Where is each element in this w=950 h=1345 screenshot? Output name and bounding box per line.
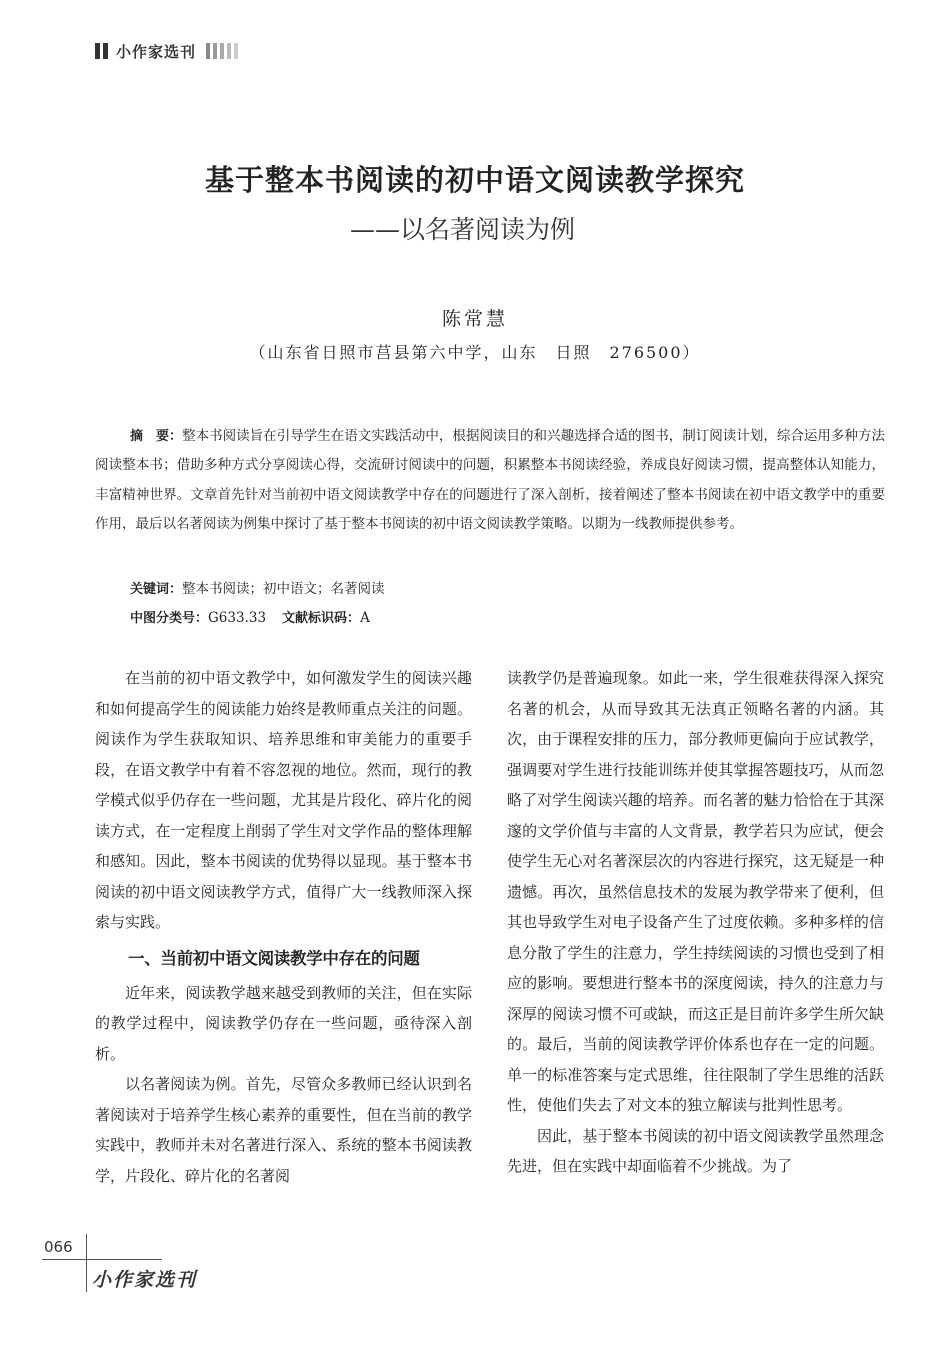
section-1-paragraph-1: 近年来，阅读教学越来越受到教师的关注，但在实际的教学过程中，阅读教学仍存在一些问题，亟待深入剖析。 <box>95 983 472 1063</box>
journal-logo: 小作家选刊 <box>92 1269 198 1291</box>
section-1-heading: 一、当前初中语文阅读教学中存在的问题 <box>128 948 420 968</box>
body-column-left <box>95 663 472 1191</box>
journal-name: 小作家选刊 <box>116 42 197 61</box>
keywords-label: 关键词： <box>130 582 183 597</box>
header-bars-icon <box>95 43 108 59</box>
clc-value: G633.33 <box>208 610 267 626</box>
section-1-paragraph-2: 以名著阅读为例。首先，尽管众多教师已经认识到名著阅读对于培养学生核心素养的重要性，但在当前的教学实践中，教师并未对名著进行深入、系统的整本书阅读教学，片段化、碎片化的名著阅 <box>95 1075 472 1185</box>
author-affiliation: （山东省日照市莒县第六中学，山东 日照 276500） <box>249 343 701 362</box>
footer-divider <box>86 1234 87 1292</box>
body-column-right <box>507 663 884 1182</box>
abstract <box>95 422 885 539</box>
header-fade-bars-icon <box>206 43 238 59</box>
footer-rule <box>42 1259 162 1260</box>
section-1-paragraph-3: 因此，基于整本书阅读的初中语文阅读教学虽然理念先进，但在实践中却面临着不少挑战。为了 <box>507 1126 884 1175</box>
doc-code-value: A <box>360 610 370 626</box>
abstract-label: 摘 要： <box>130 429 183 444</box>
running-header <box>95 40 238 62</box>
classification <box>130 607 370 626</box>
keywords <box>130 577 385 597</box>
article-subtitle: ——以名著阅读为例 <box>350 215 576 244</box>
clc-label: 中图分类号： <box>130 611 209 626</box>
section-1-paragraph-2-continued: 读教学仍是普遍现象。如此一来，学生很难获得深入探究名著的机会，从而导致其无法真正领略名著的内涵。其次，由于课程安排的压力，部分教师更偏向于应试教学，强调要对学生进行技能训练并使其掌握答题技巧，从而忽略了对学生阅读兴趣的培养。而名著的魅力恰恰在于其深邃的文学价值与丰富的人文背景，教学若只为应试，便会使学生无心对名著深层次的内容进行探究，这无疑是一种遗憾。再次，虽然信息技术的发展为教学带来了便利，但其也导致学生对电子设备产生了过度依赖。多种多样的信息分散了学生的注意力，学生持续阅读的习惯也受到了相应的影响。要想进行整本书的深度阅读，持久的注意力与深厚的阅读习惯不可或缺，而这正是目前许多学生所欠缺的。最后，当前的阅读教学评价体系也存在一定的问题。单一的标准答案与定式思维，往往限制了学生思维的活跃性，使他们失去了对文本的独立解读与批判性思考。 <box>507 669 884 1114</box>
article-title: 基于整本书阅读的初中语文阅读教学探究 <box>204 163 745 197</box>
page-number: 066 <box>44 1238 73 1256</box>
intro-paragraph: 在当前的初中语文教学中，如何激发学生的阅读兴趣和如何提高学生的阅读能力始终是教师重点关注的问题。阅读作为学生获取知识、培养思维和审美能力的重要手段，在语文教学中有着不容忽视的地位。然而，现行的教学模式似乎仍存在一些问题，尤其是片段化、碎片化的阅读方式，在一定程度上削弱了学生对文学作品的整体理解和感知。因此，整本书阅读的优势得以显现。基于整本书阅读的初中语文阅读教学方式，值得广大一线教师深入探索与实践。 <box>95 669 472 931</box>
doc-code-label: 文献标识码： <box>282 611 361 626</box>
abstract-text: 整本书阅读旨在引导学生在语文实践活动中，根据阅读目的和兴趣选择合适的图书，制订阅读计划，综合运用多种方法阅读整本书；借助多种方式分享阅读心得，交流研讨阅读中的问题，积累整本书阅读经验，养成良好阅读习惯，提高整体认知能力，丰富精神世界。文章首先针对当前初中语文阅读教学中存在的问题进行了深入剖析，接着阐述了整本书阅读在初中语文教学中的重要作用，最后以名著阅读为例集中探讨了基于整本书阅读的初中语文阅读教学策略。以期为一线教师提供参考。 <box>95 428 885 532</box>
keywords-text: 整本书阅读；初中语文；名著阅读 <box>182 581 385 597</box>
author-name: 陈常慧 <box>441 308 508 330</box>
